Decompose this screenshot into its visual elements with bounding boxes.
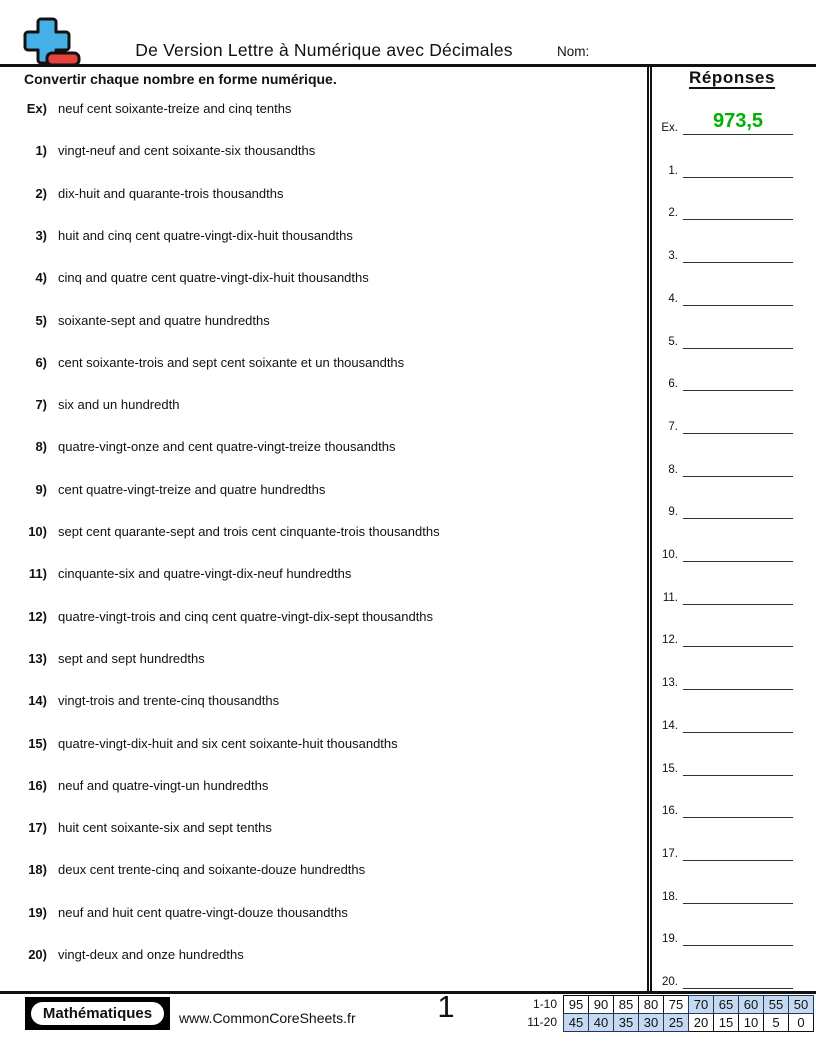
- score-row-1: [0, 995, 814, 1014]
- answer-number: 20.: [662, 976, 678, 988]
- answer-blank-line: [683, 945, 793, 946]
- question-row: [10, 524, 642, 544]
- answer-blank-line: [683, 604, 793, 605]
- answer-number: 10.: [662, 549, 678, 561]
- score-cell: 15: [713, 1013, 739, 1032]
- score-cell: 65: [713, 995, 739, 1014]
- answer-blank-line: [683, 817, 793, 818]
- question-row: [10, 693, 642, 713]
- question-number: 8): [35, 439, 47, 455]
- answer-row: [648, 233, 816, 263]
- answer-number: 7.: [668, 420, 678, 433]
- question-number: 6): [35, 354, 47, 370]
- question-number: 18): [28, 862, 47, 878]
- question-number: Ex): [26, 101, 47, 116]
- score-cell: 20: [688, 1013, 714, 1032]
- answer-blank-line: [683, 390, 793, 391]
- score-row-label: 1-10: [532, 997, 557, 1011]
- question-text: vingt-deux and onze hundredths: [58, 947, 244, 962]
- score-cell: 40: [588, 1013, 614, 1032]
- question-number: 15): [28, 735, 47, 751]
- question-text: huit and cinq cent quatre-vingt-dix-huit thousandths: [58, 227, 353, 243]
- question-text: cinquante-six and quatre-vingt-dix-neuf hundredths: [58, 566, 352, 582]
- answer-row: [648, 874, 816, 904]
- question-text: neuf and quatre-vingt-un hundredths: [58, 777, 269, 793]
- answers-title: [652, 68, 812, 88]
- answers-title-text: Réponses: [688, 68, 776, 87]
- score-cell: 80: [638, 995, 664, 1014]
- question-text: neuf cent soixante-treize and cinq tenths: [58, 101, 292, 116]
- answer-number: 11.: [662, 591, 678, 604]
- question-number: 7): [35, 397, 47, 413]
- score-cell: 30: [638, 1013, 664, 1032]
- plus-minus-logo-icon: [21, 16, 83, 68]
- answer-blank-line: [683, 860, 793, 861]
- answer-blank-line: [683, 177, 793, 178]
- answer-row: [648, 916, 816, 946]
- score-cell: 75: [663, 995, 689, 1014]
- answer-number: 3.: [668, 250, 678, 263]
- page-number: 1: [437, 989, 455, 1024]
- answer-blank-line: [683, 988, 793, 989]
- answer-blank-line: [683, 518, 793, 519]
- answer-blank-line: [683, 775, 793, 776]
- question-row: [10, 778, 642, 798]
- answer-value: 973,5: [712, 110, 764, 132]
- score-cell: 0: [788, 1013, 814, 1032]
- question-row: [10, 355, 642, 375]
- header-rule: [0, 64, 816, 67]
- score-cell: 90: [588, 995, 614, 1014]
- score-cell: 60: [738, 995, 764, 1014]
- score-cell: 50: [788, 995, 814, 1014]
- question-row: [10, 397, 642, 417]
- score-cells: [563, 995, 814, 1014]
- question-row: [10, 609, 642, 629]
- answer-number: 4.: [668, 292, 678, 305]
- answer-number: 15.: [662, 762, 678, 775]
- answer-number: 13.: [662, 677, 678, 690]
- name-label: Nom:: [557, 44, 590, 59]
- question-text: quatre-vingt-trois and cinq cent quatre-vingt-dix-sept thousandths: [58, 608, 434, 624]
- answer-row: [648, 660, 816, 690]
- question-number: 13): [28, 650, 47, 666]
- question-number: 4): [35, 270, 47, 286]
- question-number: 10): [28, 524, 47, 539]
- score-cell: 95: [563, 995, 589, 1014]
- answer-number: 8.: [668, 463, 678, 476]
- question-number: 19): [28, 904, 47, 920]
- question-row: [10, 186, 642, 206]
- question-text: deux cent trente-cinq and soixante-douze hundredths: [58, 862, 366, 878]
- question-row: [10, 566, 642, 586]
- question-text: sept and sept hundredths: [58, 650, 205, 666]
- question-row: [10, 905, 642, 925]
- question-text: cent soixante-trois and sept cent soixante et un thousandths: [58, 354, 405, 370]
- question-number: 11): [28, 566, 47, 582]
- question-number: 9): [35, 481, 47, 497]
- answer-row: [648, 447, 816, 477]
- minus-icon: [47, 53, 79, 65]
- answer-row: [648, 404, 816, 434]
- score-cell: 25: [663, 1013, 689, 1032]
- page-title: De Version Lettre à Numérique avec Décimales: [135, 40, 513, 60]
- question-text: cent quatre-vingt-treize and quatre hundredths: [58, 481, 326, 497]
- question-number: 2): [35, 185, 47, 201]
- answer-row: [648, 617, 816, 647]
- question-number: 17): [28, 820, 47, 836]
- score-cells: [563, 1013, 814, 1032]
- question-row: [10, 482, 642, 502]
- question-row: [10, 143, 642, 163]
- question-text: dix-huit and quarante-trois thousandths: [58, 185, 284, 201]
- score-row-label: 11-20: [527, 1015, 557, 1029]
- question-row: [10, 947, 642, 967]
- question-text: vingt-trois and trente-cinq thousandths: [58, 693, 280, 709]
- answer-blank-line: [683, 433, 793, 434]
- question-row: [10, 820, 642, 840]
- question-number: 1): [35, 143, 47, 159]
- brand-badge-label: Mathématiques: [29, 1000, 166, 1027]
- answer-number: Ex.: [661, 122, 678, 134]
- answer-number: 6.: [668, 378, 678, 391]
- answer-blank-line: [683, 476, 793, 477]
- score-cell: 5: [763, 1013, 789, 1032]
- question-text: six and un hundredth: [58, 397, 180, 413]
- answer-number: 12.: [662, 634, 678, 647]
- answer-row: [648, 959, 816, 989]
- question-row: [10, 651, 642, 671]
- question-text: soixante-sept and quatre hundredths: [58, 312, 270, 328]
- answer-blank-line: [683, 348, 793, 349]
- question-text: vingt-neuf and cent soixante-six thousandths: [58, 143, 316, 159]
- score-table: [0, 995, 814, 1032]
- question-number: 12): [28, 608, 47, 624]
- score-cell: 10: [738, 1013, 764, 1032]
- answer-number: 16.: [662, 805, 678, 818]
- score-cell: 85: [613, 995, 639, 1014]
- answer-row: [648, 788, 816, 818]
- score-cell: 70: [688, 995, 714, 1014]
- answer-blank-line: [683, 219, 793, 220]
- answer-blank-line: [683, 134, 793, 135]
- score-row-2: [0, 1013, 814, 1032]
- answer-row: [648, 532, 816, 562]
- answer-number: 19.: [662, 933, 678, 946]
- question-number: 16): [28, 777, 47, 793]
- instruction-text: Convertir chaque nombre en forme numérique.: [24, 71, 337, 87]
- question-row: [10, 101, 642, 121]
- question-number: 3): [35, 227, 47, 243]
- question-text: quatre-vingt-dix-huit and six cent soixante-huit thousandths: [58, 735, 398, 751]
- answer-blank-line: [683, 646, 793, 647]
- answer-number: 18.: [662, 890, 678, 903]
- question-row: [10, 313, 642, 333]
- question-text: neuf and huit cent quatre-vingt-douze thousandths: [58, 904, 348, 920]
- answer-number: 1.: [668, 164, 678, 177]
- answer-row: [648, 190, 816, 220]
- question-text: cinq and quatre cent quatre-vingt-dix-huit thousandths: [58, 270, 369, 286]
- answer-row: [648, 831, 816, 861]
- answer-blank-line: [683, 689, 793, 690]
- question-number: 14): [28, 693, 47, 709]
- answer-number: 9.: [668, 506, 678, 519]
- answer-blank-line: [683, 561, 793, 562]
- score-cell: 55: [763, 995, 789, 1014]
- score-cell: 45: [563, 1013, 589, 1032]
- question-text: quatre-vingt-onze and cent quatre-vingt-treize thousandths: [58, 439, 396, 455]
- score-cell: 35: [613, 1013, 639, 1032]
- answer-row: [648, 319, 816, 349]
- answer-number: 14.: [662, 719, 678, 732]
- website-url: www.CommonCoreSheets.fr: [179, 1010, 356, 1026]
- answer-row: [648, 489, 816, 519]
- answer-blank-line: [683, 732, 793, 733]
- question-row: [10, 736, 642, 756]
- answer-row: [648, 361, 816, 391]
- question-text: sept cent quarante-sept and trois cent cinquante-trois thousandths: [58, 524, 440, 539]
- answer-blank-line: [683, 305, 793, 306]
- answer-number: 2.: [668, 207, 678, 220]
- answer-blank-line: [683, 903, 793, 904]
- question-number: 20): [28, 947, 47, 962]
- question-row: [10, 270, 642, 290]
- answer-number: 17.: [662, 847, 678, 860]
- question-row: [10, 228, 642, 248]
- answer-row: [648, 746, 816, 776]
- answer-blank-line: [683, 262, 793, 263]
- answer-row: [648, 105, 816, 135]
- answer-row: [648, 148, 816, 178]
- answer-number: 5.: [668, 335, 678, 348]
- answer-row: [648, 276, 816, 306]
- question-row: [10, 862, 642, 882]
- question-number: 5): [35, 312, 47, 328]
- question-text: huit cent soixante-six and sept tenths: [58, 820, 272, 836]
- question-row: [10, 439, 642, 459]
- answer-row: [648, 703, 816, 733]
- answer-row: [648, 575, 816, 605]
- footer-rule: [0, 991, 816, 994]
